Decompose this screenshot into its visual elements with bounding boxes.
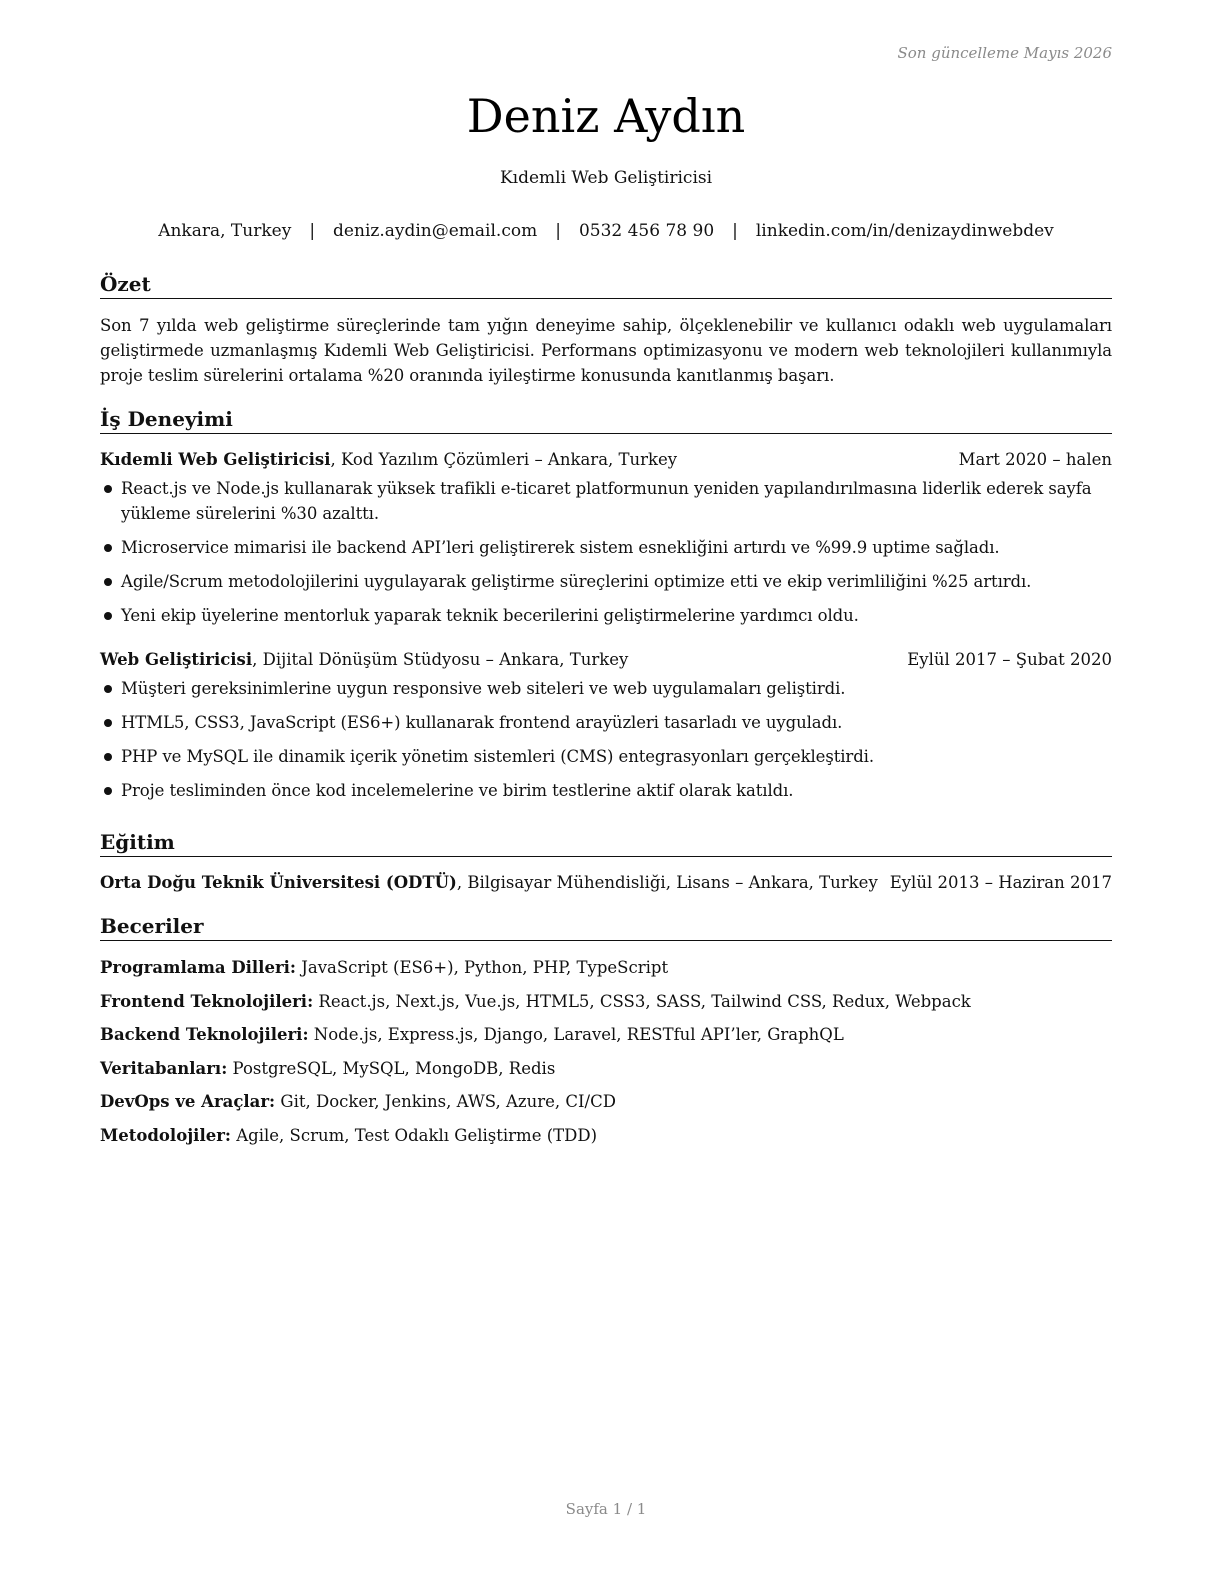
education-section: [100, 828, 1112, 895]
contact-linkedin[interactable]: linkedin.com/in/denizaydinwebdev: [755, 221, 1054, 241]
summary-section: [100, 270, 1112, 388]
job-bullets: [100, 476, 1112, 628]
job-role: Web Geliştiricisi: [100, 650, 253, 669]
job-bullet: Microservice mimarisi ile backend API’leri geliştirerek sistem esnekliğini artırdı ve %99.9 uptime sağladı.: [100, 535, 1112, 560]
job-bullet: Yeni ekip üyelerine mentorluk yaparak teknik becerilerini geliştirmelerine yardımcı oldu.: [100, 603, 1112, 628]
job-company: , Kod Yazılım Çözümleri – Ankara, Turkey: [330, 450, 678, 469]
job-dates: Mart 2020 – halen: [958, 450, 1112, 469]
job-bullet: Müşteri gereksinimlerine uygun responsive web siteleri ve web uygulamaları geliştirdi.: [100, 676, 1112, 701]
section-heading: İş Deneyimi: [100, 405, 1112, 434]
candidate-name: Deniz Aydın: [466, 89, 746, 143]
job-bullet: PHP ve MySQL ile dinamik içerik yönetim sistemleri (CMS) entegrasyonları gerçekleştirdi.: [100, 744, 1112, 769]
job-bullet: React.js ve Node.js kullanarak yüksek trafikli e-ticaret platformunun yeniden yapılandırılmasına liderlik ederek sayfa yükleme sürelerini %30 azalttı.: [100, 476, 1112, 526]
contact-separator: |: [555, 221, 561, 241]
skill-row: [100, 1056, 1112, 1081]
skills-section: [100, 912, 1112, 1156]
job-header: [100, 648, 1112, 672]
skill-label: Frontend Teknolojileri:: [100, 991, 314, 1011]
skill-label: Backend Teknolojileri:: [100, 1025, 309, 1044]
skill-row: [100, 1089, 1112, 1114]
skill-row: [100, 1022, 1112, 1047]
contact-phone: 0532 456 78 90: [578, 221, 715, 241]
job-bullets: [100, 676, 1112, 803]
skill-row: [100, 955, 1112, 980]
skill-value: Git, Docker, Jenkins, AWS, Azure, CI/CD: [275, 1092, 616, 1111]
summary-text: Son 7 yılda web geliştirme süreçlerinde tam yığın deneyime sahip, ölçeklenebilir ve kullanıcı odaklı web uygulamaları geliştirmede uzmanlaşmış Kıdemli Web Geliştiricisi. Performans optimizasyonu ve modern web teknolojileri kullanımıyla proje teslim sürelerini ortalama %20 oranında iyileştirme konusunda kanıtlanmış başarı.: [100, 316, 1112, 385]
job-bullet: Proje tesliminden önce kod incelemelerine ve birim testlerine aktif olarak katıldı.: [100, 778, 1112, 803]
skill-row: [100, 989, 1112, 1014]
skill-label: DevOps ve Araçlar:: [100, 1092, 276, 1111]
skill-value: Agile, Scrum, Test Odaklı Geliştirme (TDD): [231, 1125, 598, 1145]
contact-location: Ankara, Turkey: [158, 221, 292, 241]
skills-list: [100, 955, 1112, 1148]
education-entry: [100, 871, 1112, 895]
candidate-title: Kıdemli Web Geliştiricisi: [499, 168, 713, 188]
section-heading: Beceriler: [100, 912, 1112, 941]
education-dates: Eylül 2013 – Haziran 2017: [889, 873, 1112, 892]
contact-line: [100, 218, 1112, 244]
experience-section: [100, 405, 1112, 812]
job-dates: Eylül 2017 – Şubat 2020: [907, 650, 1112, 669]
skill-value: PostgreSQL, MySQL, MongoDB, Redis: [227, 1058, 556, 1078]
section-heading: Özet: [100, 270, 1112, 299]
last-updated-note: Son güncelleme Mayıs 2026: [897, 44, 1112, 62]
skill-value: React.js, Next.js, Vue.js, HTML5, CSS3, SASS, Tailwind CSS, Redux, Webpack: [313, 991, 971, 1011]
contact-separator: |: [309, 221, 316, 241]
job-role: Kıdemli Web Geliştiricisi: [100, 450, 331, 469]
section-heading: Eğitim: [100, 828, 1112, 857]
skill-label: Metodolojiler:: [100, 1125, 231, 1145]
education-detail: , Bilgisayar Mühendisliği, Lisans – Ankara, Turkey: [456, 873, 878, 892]
job-entry: [100, 448, 1112, 628]
job-entry: [100, 648, 1112, 803]
job-company: , Dijital Dönüşüm Stüdyosu – Ankara, Turkey: [252, 650, 629, 669]
page-number: Sayfa 1 / 1: [565, 1500, 647, 1518]
skill-value: JavaScript (ES6+), Python, PHP, TypeScript: [296, 958, 669, 977]
skill-label: Veritabanları:: [100, 1058, 228, 1078]
job-header: [100, 448, 1112, 472]
skill-label: Programlama Dilleri:: [100, 958, 297, 977]
contact-separator: |: [732, 221, 738, 241]
contact-email[interactable]: deniz.aydin@email.com: [333, 221, 538, 241]
skill-value: Node.js, Express.js, Django, Laravel, RESTful API’ler, GraphQL: [308, 1025, 844, 1044]
skill-row: [100, 1123, 1112, 1148]
education-school: Orta Doğu Teknik Üniversitesi (ODTÜ): [100, 873, 457, 892]
job-bullet: Agile/Scrum metodolojilerini uygulayarak geliştirme süreçlerini optimize etti ve ekip verimliliğini %25 artırdı.: [100, 569, 1112, 594]
job-bullet: HTML5, CSS3, JavaScript (ES6+) kullanarak frontend arayüzleri tasarladı ve uyguladı.: [100, 710, 1112, 735]
resume-page: [100, 0, 1112, 1584]
